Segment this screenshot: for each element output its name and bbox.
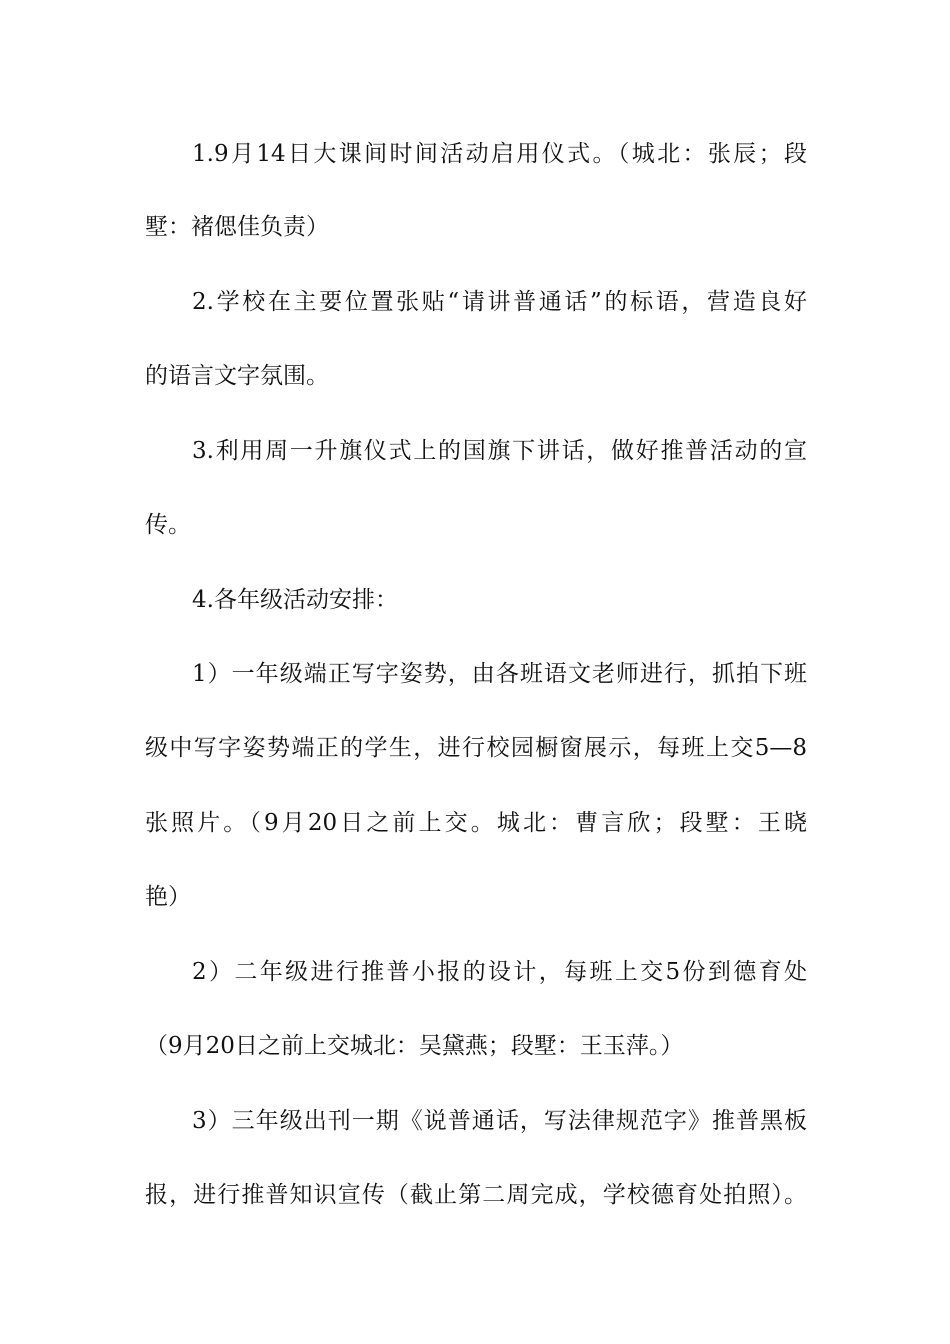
paragraph-1-line-1: 1.9月14日大课间时间活动启用仪式。（城北：张辰；段 bbox=[192, 141, 807, 167]
item-2-line-2: （9月20日之前上交城北：吴黛燕；段墅：王玉萍。） bbox=[145, 1033, 684, 1059]
item-1-line-4: 艳） bbox=[145, 884, 191, 910]
paragraph-4-line-1: 4.各年级活动安排： bbox=[192, 587, 398, 613]
item-1-line-1: 1）一年级端正写字姿势，由各班语文老师进行，抓拍下班 bbox=[192, 661, 807, 687]
paragraph-2-line-2: 的语言文字氛围。 bbox=[145, 363, 329, 389]
paragraph-3-line-2: 传。 bbox=[145, 512, 191, 538]
item-1-line-2: 级中写字姿势端正的学生，进行校园橱窗展示，每班上交5—8 bbox=[145, 735, 807, 761]
paragraph-2-line-1: 2.学校在主要位置张贴“请讲普通话”的标语，营造良好 bbox=[192, 289, 807, 315]
item-1-line-3: 张照片。（9月20日之前上交。城北：曹言欣；段墅：王晓 bbox=[145, 810, 807, 836]
item-3-line-2: 报，进行推普知识宣传（截止第二周完成，学校德育处拍照）。 bbox=[145, 1182, 807, 1208]
item-3-line-1: 3）三年级出刊一期《说普通话，写法律规范字》推普黑板 bbox=[192, 1108, 807, 1134]
paragraph-3-line-1: 3.利用周一升旗仪式上的国旗下讲话，做好推普活动的宣 bbox=[192, 438, 807, 464]
paragraph-1-line-2: 墅：褚偲佳负责） bbox=[145, 214, 329, 240]
item-2-line-1: 2）二年级进行推普小报的设计，每班上交5份到德育处 bbox=[192, 959, 807, 985]
